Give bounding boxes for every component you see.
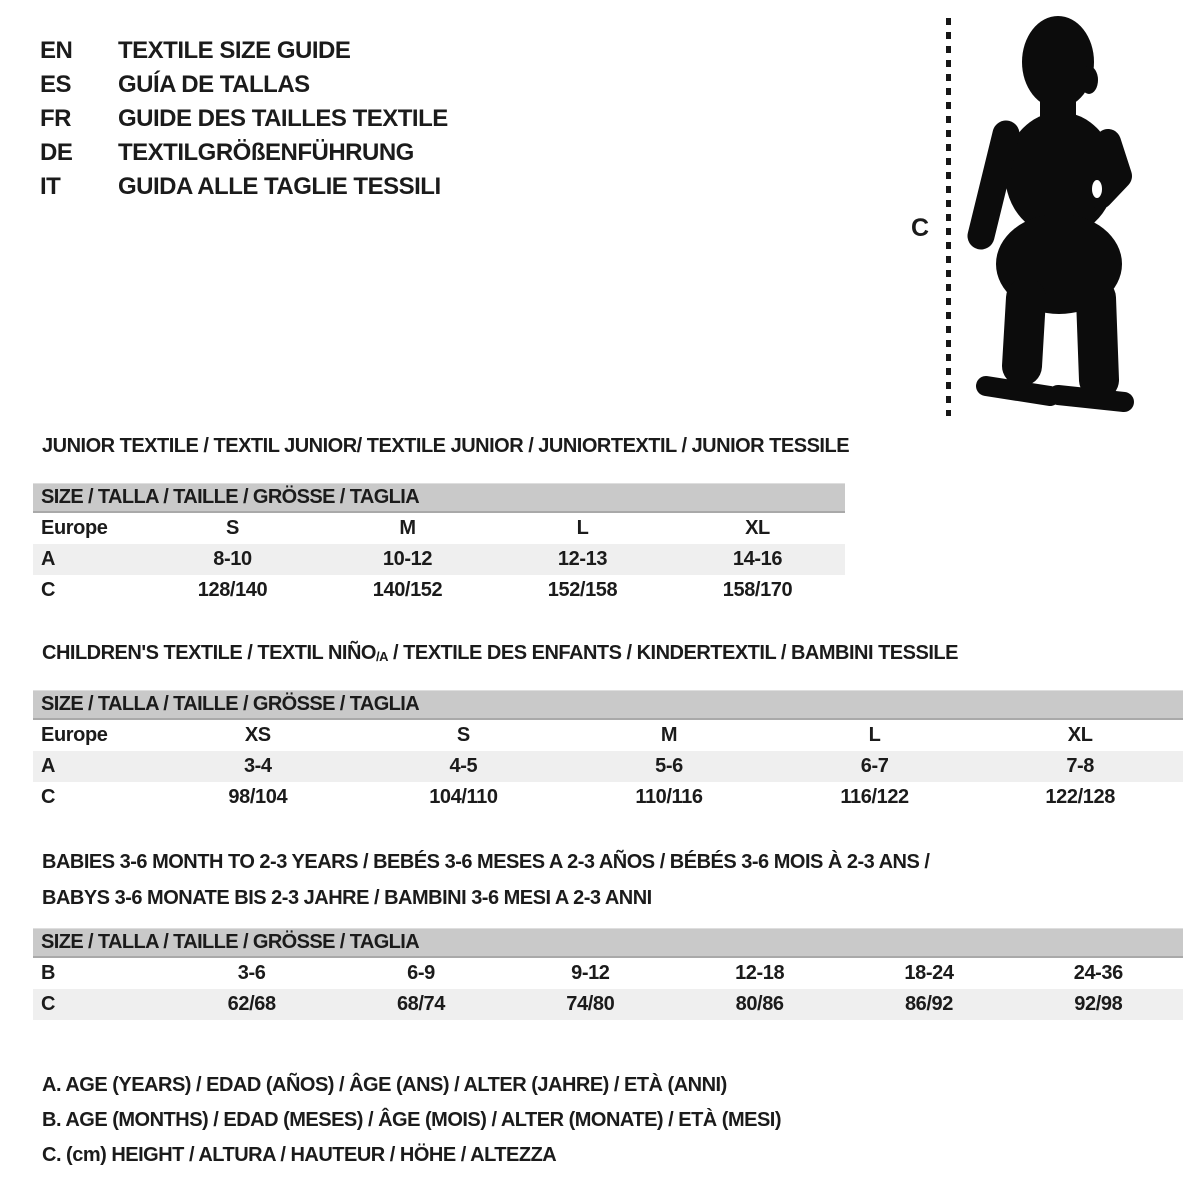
table-cell: 7-8	[1066, 755, 1095, 777]
junior-size-table	[33, 483, 845, 606]
size-table-header: SIZE / TALLA / TAILLE / GRÖSSE / TAGLIA	[33, 690, 1183, 720]
table-cell: XL	[1067, 724, 1093, 746]
toddler-silhouette-icon	[960, 14, 1140, 419]
table-cell: 8-10	[213, 548, 252, 570]
language-code: FR	[40, 105, 71, 132]
table-cell: 6-9	[407, 962, 435, 984]
language-row-de	[40, 136, 448, 170]
children-section-title	[42, 642, 958, 665]
table-cell: A	[41, 755, 56, 777]
table-cell: 14-16	[732, 548, 783, 570]
table-cell: L	[576, 517, 589, 539]
table-cell: Europe	[41, 517, 108, 539]
table-row-height	[33, 575, 845, 606]
table-row-age	[33, 544, 845, 575]
babies-size-table	[33, 928, 1183, 1020]
table-cell: 9-12	[571, 962, 610, 984]
table-cell: S	[226, 517, 239, 539]
children-title-subscript: /A	[375, 649, 388, 664]
children-size-table	[33, 690, 1183, 813]
table-cell: 24-36	[1073, 962, 1123, 984]
table-cell: XS	[244, 724, 271, 746]
guide-title-fr: GUIDE DES TAILLES TEXTILE	[118, 105, 448, 132]
language-row-fr	[40, 102, 448, 136]
guide-title-en: TEXTILE SIZE GUIDE	[118, 37, 351, 64]
table-cell: 68/74	[396, 993, 446, 1015]
guide-title-de: TEXTILGRÖßENFÜHRUNG	[118, 139, 414, 166]
babies-title-line2: BABYS 3-6 MONATE BIS 2-3 JAHRE / BAMBINI 3-6 MESI A 2-3 ANNI	[42, 887, 652, 909]
legend-age-years: A. AGE (YEARS) / EDAD (AÑOS) / ÂGE (ANS) / ALTER (JAHRE) / ETÀ (ANNI)	[42, 1074, 727, 1096]
table-cell: 86/92	[904, 993, 953, 1015]
table-row-height	[33, 782, 1183, 813]
language-row-it	[40, 170, 448, 204]
legend-age-months: B. AGE (MONTHS) / EDAD (MESES) / ÂGE (MOIS) / ALTER (MONATE) / ETÀ (MESI)	[42, 1109, 782, 1131]
table-cell: A	[41, 548, 56, 570]
table-cell: 122/128	[1045, 786, 1115, 808]
table-cell: 158/170	[722, 579, 793, 601]
size-table-header: SIZE / TALLA / TAILLE / GRÖSSE / TAGLIA	[33, 928, 1183, 958]
children-title-part2: / TEXTILE DES ENFANTS / KINDERTEXTIL / BAMBINI TESSILE	[387, 642, 958, 664]
table-cell: 62/68	[227, 993, 276, 1015]
guide-title-es: GUÍA DE TALLAS	[118, 71, 310, 98]
table-cell: C	[41, 786, 56, 808]
legend-height-cm: C. (cm) HEIGHT / ALTURA / HAUTEUR / HÖHE / ALTEZZA	[42, 1144, 557, 1166]
table-row-europe	[33, 513, 845, 544]
table-cell: 80/86	[735, 993, 784, 1015]
height-measure-label: C	[910, 214, 930, 242]
table-cell: 10-12	[382, 548, 433, 570]
table-cell: 140/152	[372, 579, 443, 601]
table-cell: 92/98	[1074, 993, 1123, 1015]
language-code: IT	[40, 173, 61, 200]
table-cell: 128/140	[197, 579, 268, 601]
table-cell: C	[41, 993, 56, 1015]
table-cell: 3-6	[237, 962, 266, 984]
table-cell: 18-24	[904, 962, 954, 984]
table-cell: 110/116	[635, 786, 703, 808]
junior-section-title: JUNIOR TEXTILE / TEXTIL JUNIOR/ TEXTILE JUNIOR / JUNIORTEXTIL / JUNIOR TESSILE	[42, 435, 850, 457]
height-measure-dashed-line	[946, 18, 951, 416]
table-cell: 152/158	[547, 579, 618, 601]
table-cell: C	[41, 579, 56, 601]
table-row-age	[33, 751, 1183, 782]
table-cell: S	[456, 724, 470, 746]
language-row-en	[40, 34, 448, 68]
table-cell: B	[41, 962, 56, 984]
language-code: ES	[40, 71, 72, 98]
table-cell: M	[399, 517, 416, 539]
language-row-es	[40, 68, 448, 102]
language-header	[40, 34, 448, 204]
table-cell: 5-6	[655, 755, 683, 777]
table-cell: 3-4	[243, 755, 272, 777]
table-cell: 104/110	[429, 786, 498, 808]
table-cell: 12-13	[557, 548, 608, 570]
table-cell: M	[660, 724, 678, 746]
table-cell: 6-7	[860, 755, 889, 777]
guide-title-it: GUIDA ALLE TAGLIE TESSILI	[118, 173, 441, 200]
children-title-part1: CHILDREN'S TEXTILE / TEXTIL NIÑO	[42, 642, 376, 664]
table-cell: L	[868, 724, 881, 746]
language-code: DE	[40, 139, 73, 166]
table-cell: 4-5	[449, 755, 478, 777]
table-cell: Europe	[41, 724, 108, 746]
table-row-months	[33, 958, 1183, 989]
table-cell: 98/104	[228, 786, 288, 808]
table-row-height	[33, 989, 1183, 1020]
babies-title-line1: BABIES 3-6 MONTH TO 2-3 YEARS / BEBÉS 3-6 MESES A 2-3 AÑOS / BÉBÉS 3-6 MOIS À 2-3 ANS /	[42, 851, 930, 873]
babies-section-title	[42, 844, 929, 916]
table-row-europe	[33, 720, 1183, 751]
table-cell: 12-18	[735, 962, 785, 984]
size-table-header: SIZE / TALLA / TAILLE / GRÖSSE / TAGLIA	[33, 483, 845, 513]
table-cell: 116/122	[840, 786, 909, 808]
table-cell: XL	[745, 517, 770, 539]
table-cell: 74/80	[566, 993, 615, 1015]
language-code: EN	[40, 37, 73, 64]
measurement-legend	[42, 1068, 781, 1173]
